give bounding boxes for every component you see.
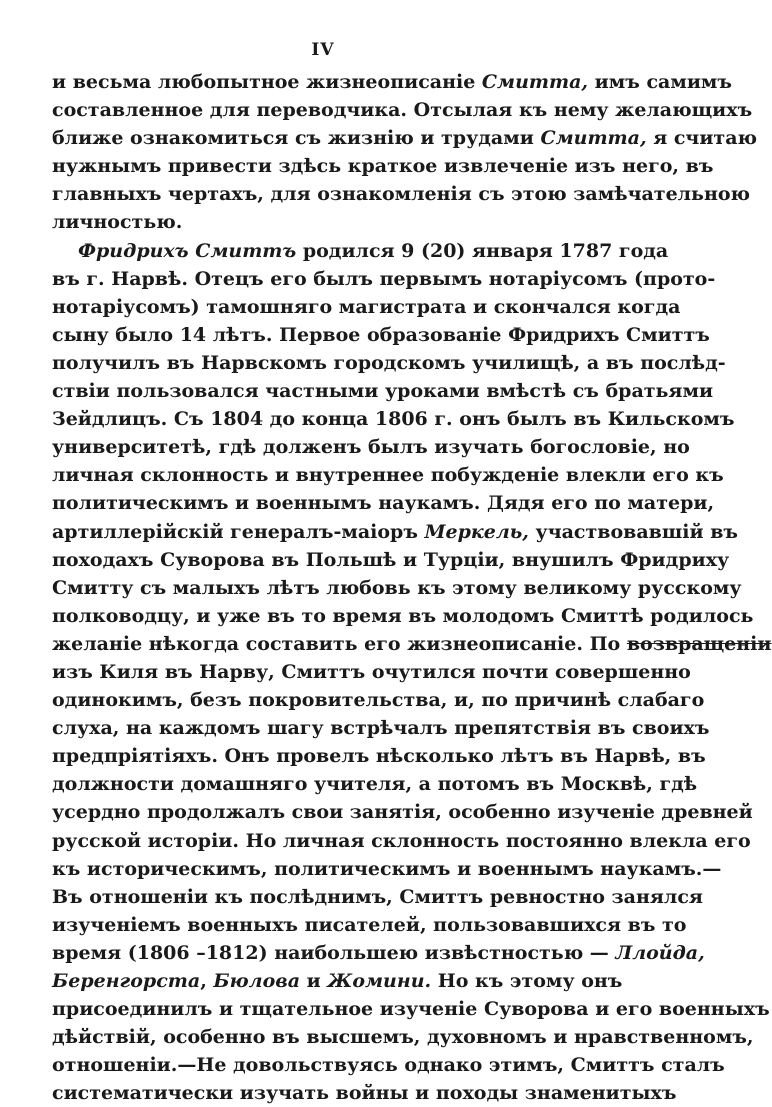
text-line bbox=[52, 237, 669, 265]
text-run: и весьма любопытное жизнеописаніе bbox=[52, 71, 482, 93]
text-line bbox=[52, 1051, 725, 1079]
text-line bbox=[52, 855, 722, 883]
text-run: въ г. Нарвѣ. Отецъ его былъ первымъ нотаріусомъ (прото- bbox=[52, 267, 716, 290]
text-line bbox=[52, 602, 754, 630]
italic-name: Ллойда, bbox=[615, 941, 705, 964]
italic-name: Жомини. bbox=[327, 970, 432, 992]
text-line bbox=[52, 433, 690, 461]
text-run: изученіемъ военныхъ писателей, пользовавшихся въ то bbox=[52, 913, 687, 936]
text-run: полководцу, и уже въ то время въ молодомъ Смиттѣ родилось bbox=[52, 604, 754, 627]
text-run: къ историческимъ, политическимъ и военнымъ наукамъ.— bbox=[52, 857, 722, 880]
text-run: я считаю bbox=[646, 127, 757, 150]
text-run: должности домашняго учителя, а потомъ въ Москвѣ, гдѣ bbox=[52, 773, 698, 796]
text-run: главныхъ чертахъ, для ознакомленія съ этою замѣчательною bbox=[52, 183, 751, 206]
text-run: предпріятіяхъ. Онъ провелъ нѣсколько лѣтъ въ Нарвѣ, въ bbox=[52, 745, 706, 768]
italic-name: Смитта, bbox=[540, 127, 647, 150]
text-run: присоединилъ и тщательное изученіе Суворова и его военныхъ bbox=[52, 998, 770, 1021]
text-line bbox=[52, 405, 735, 433]
text-run: слуха, на каждомъ шагу встрѣчалъ препятствія въ своихъ bbox=[52, 717, 710, 740]
text-run: возвращеніи bbox=[626, 632, 772, 655]
text-run: Но къ этому онъ bbox=[431, 970, 623, 992]
text-line bbox=[52, 518, 738, 546]
text-run: составленное для переводчика. Отсылая къ нему желающихъ bbox=[52, 99, 753, 122]
text-line bbox=[52, 770, 698, 798]
text-run: артиллерійскій генералъ-маіоръ bbox=[52, 520, 425, 543]
text-line bbox=[52, 377, 714, 405]
text-run: личностью. bbox=[52, 211, 183, 234]
page-number: IV bbox=[311, 40, 335, 60]
text-line bbox=[52, 546, 730, 574]
text-line bbox=[52, 967, 623, 995]
text-run: одинокимъ, безъ покровительства, и, по причинѣ слабаго bbox=[52, 689, 705, 712]
text-line bbox=[52, 321, 710, 349]
text-line bbox=[52, 293, 681, 321]
text-run: Смитту съ малыхъ лѣтъ любовь къ этому великому русскому bbox=[52, 576, 742, 599]
text-run: Въ отношеніи къ послѣднимъ, Смиттъ ревностно занялся bbox=[52, 885, 703, 908]
text-run: усердно продолжалъ свои занятія, особенно изученіе древней bbox=[52, 801, 753, 824]
text-line bbox=[52, 798, 753, 826]
text-run: время (1806 –1812) наибольшею извѣстностью — bbox=[52, 941, 616, 964]
text-run: желаніе нѣкогда составить его жизнеописаніе. По bbox=[52, 632, 627, 655]
text-run: русской исторіи. Но личная склонность постоянно влекла его bbox=[52, 829, 751, 852]
text-line bbox=[52, 686, 705, 714]
text-run: имъ самимъ bbox=[588, 71, 733, 93]
text-run: и bbox=[300, 970, 328, 992]
text-run: , bbox=[200, 970, 214, 992]
text-run: изъ Киля въ Нарву, Смиттъ очутился почти совершенно bbox=[52, 660, 691, 683]
text-line bbox=[52, 658, 691, 686]
text-line bbox=[52, 208, 594, 236]
text-run: получилъ въ Нарвскомъ городскомъ училищѣ, а въ послѣд- bbox=[52, 351, 726, 374]
italic-name: Фридрихъ Смиттъ bbox=[78, 239, 297, 262]
text-run: университетѣ, гдѣ долженъ былъ изучать богословіе, но bbox=[52, 436, 690, 459]
text-line bbox=[52, 939, 705, 967]
text-line bbox=[52, 489, 715, 517]
text-line bbox=[52, 630, 772, 658]
text-line bbox=[52, 574, 742, 602]
text-line bbox=[52, 1079, 677, 1107]
text-run: сыну было 14 лѣтъ. Первое образованіе Фридрихъ Смиттъ bbox=[52, 323, 710, 346]
text-line bbox=[52, 995, 770, 1023]
italic-name: Меркель, bbox=[424, 520, 529, 543]
text-line bbox=[52, 124, 757, 152]
text-run: нотаріусомъ) тамошняго магистрата и скончался когда bbox=[52, 295, 681, 318]
text-run: участвовавшій въ bbox=[528, 520, 738, 543]
text-run: отношеніи.—Не довольствуясь однако этимъ, Смиттъ сталъ bbox=[52, 1054, 725, 1077]
text-line bbox=[52, 827, 751, 855]
text-line bbox=[52, 714, 710, 742]
italic-name: Бюлова bbox=[213, 970, 301, 992]
text-run: Зейдлицъ. Съ 1804 до конца 1806 г. онъ былъ въ Кильскомъ bbox=[52, 408, 735, 431]
text-line bbox=[52, 1023, 754, 1051]
text-line bbox=[52, 742, 706, 770]
text-run: дѣйствій, особенно въ высшемъ, духовномъ и нравственномъ, bbox=[52, 1026, 754, 1049]
text-line bbox=[52, 96, 753, 124]
text-run: родился 9 (20) января 1787 года bbox=[296, 239, 669, 262]
text-line bbox=[52, 911, 687, 939]
paragraph bbox=[52, 237, 772, 1107]
page-text bbox=[52, 68, 772, 1107]
paragraph bbox=[52, 68, 757, 237]
text-line bbox=[52, 180, 751, 208]
text-run: ствіи пользовался частными уроками вмѣстѣ съ братьями bbox=[52, 380, 714, 403]
text-run: походахъ Суворова въ Польшѣ и Турціи, внушилъ Фридриху bbox=[52, 548, 730, 571]
text-run: личная склонность и внутреннее побужденіе влекли его къ bbox=[52, 464, 724, 487]
text-line bbox=[52, 265, 716, 293]
text-run: политическимъ и военнымъ наукамъ. Дядя его по матери, bbox=[52, 492, 715, 515]
text-line bbox=[52, 461, 724, 489]
text-run: нужнымъ привести здѣсь краткое извлеченіе изъ него, въ bbox=[52, 155, 714, 178]
text-run: ближе ознакомиться съ жизнію и трудами bbox=[52, 127, 541, 150]
italic-name: Беренгорста bbox=[52, 970, 201, 992]
text-run: систематически изучать войны и походы знаменитыхъ bbox=[52, 1082, 677, 1105]
italic-name: Смитта, bbox=[481, 71, 589, 93]
text-line bbox=[52, 883, 703, 911]
text-line bbox=[52, 68, 733, 96]
text-line bbox=[52, 152, 714, 180]
text-line bbox=[52, 349, 726, 377]
